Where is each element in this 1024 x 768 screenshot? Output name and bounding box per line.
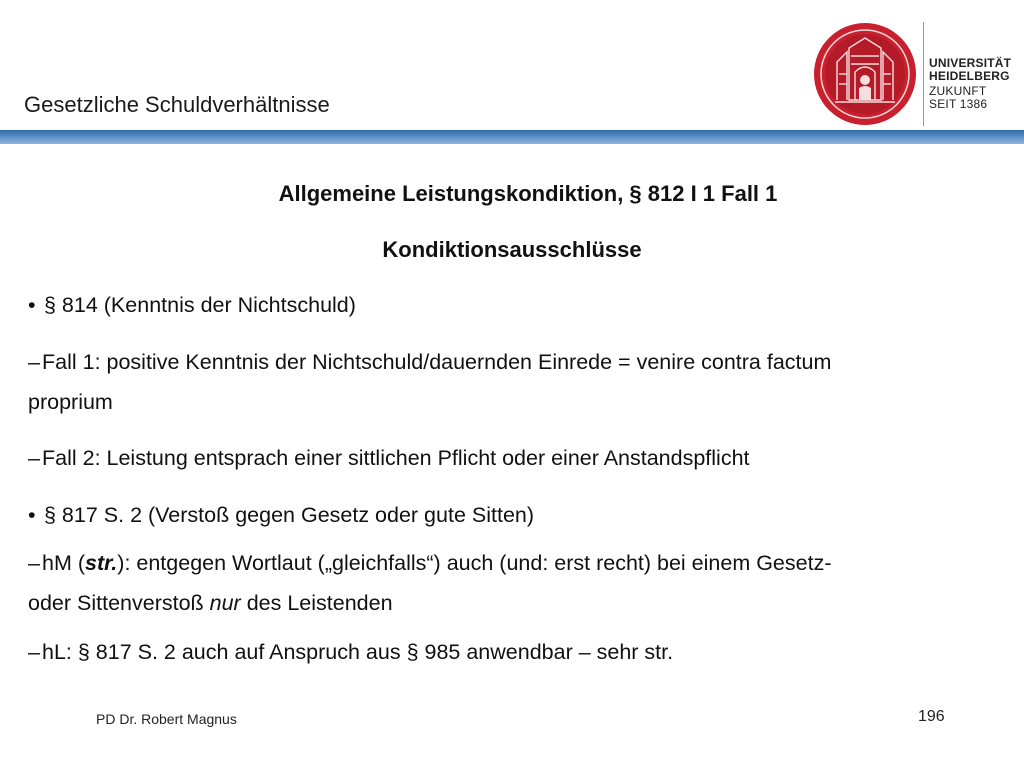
footer-author: PD Dr. Robert Magnus [96, 711, 237, 727]
logo-divider [923, 22, 924, 126]
page-number: 196 [918, 708, 945, 725]
bullet-symbol: • [28, 503, 36, 527]
dash-item [28, 438, 998, 478]
dash-text: Fall 1: positive Kenntnis der Nichtschuld/dauernden Einrede = venire contra factum [42, 350, 832, 374]
dash-item [28, 632, 998, 672]
bullet-symbol: • [28, 293, 36, 317]
emphasis-nur: nur [209, 591, 241, 615]
dash-symbol: – [28, 551, 40, 575]
bullet-item [28, 285, 998, 325]
bullet-text: § 814 (Kenntnis der Nichtschuld) [44, 293, 356, 317]
dash-text: hL: § 817 S. 2 auch auf Anspruch aus § 985 anwendbar – sehr str. [42, 640, 674, 664]
logo-heidelberg: HEIDELBERG [929, 69, 1010, 83]
slide-title: Allgemeine Leistungskondiktion, § 812 I 1 Fall 1 [278, 181, 778, 206]
continuation-rest: des Leistenden [240, 591, 393, 615]
emphasis-str: str. [85, 551, 118, 575]
header-rule [0, 130, 1024, 144]
slide-subtitle: Kondiktionsausschlüsse [382, 237, 642, 262]
dash-symbol: – [28, 640, 40, 664]
dash-symbol: – [28, 350, 40, 374]
dash-item-continuation [28, 583, 998, 623]
university-seal-icon [813, 22, 917, 126]
dash-text: Fall 2: Leistung entsprach einer sittlichen Pflicht oder einer Anstandspflicht [42, 446, 750, 470]
continuation-start: oder Sittenverstoß [28, 591, 210, 615]
dash-item-continuation: proprium [28, 390, 113, 414]
logo-university: UNIVERSITÄT [929, 56, 1012, 70]
bullet-item [28, 495, 998, 535]
dash-text-rest: ): entgegen Wortlaut („gleichfalls“) auch (und: erst recht) bei einem Gesetz- [117, 551, 832, 575]
logo-zukunft: ZUKUNFT [929, 84, 987, 98]
dash-text-start: hM ( [42, 551, 85, 575]
dash-item [28, 342, 998, 382]
logo-seit: SEIT 1386 [929, 97, 988, 111]
dash-symbol: – [28, 446, 40, 470]
header-title: Gesetzliche Schuldverhältnisse [24, 92, 330, 117]
bullet-text: § 817 S. 2 (Verstoß gegen Gesetz oder gute Sitten) [44, 503, 535, 527]
dash-item [28, 543, 998, 583]
